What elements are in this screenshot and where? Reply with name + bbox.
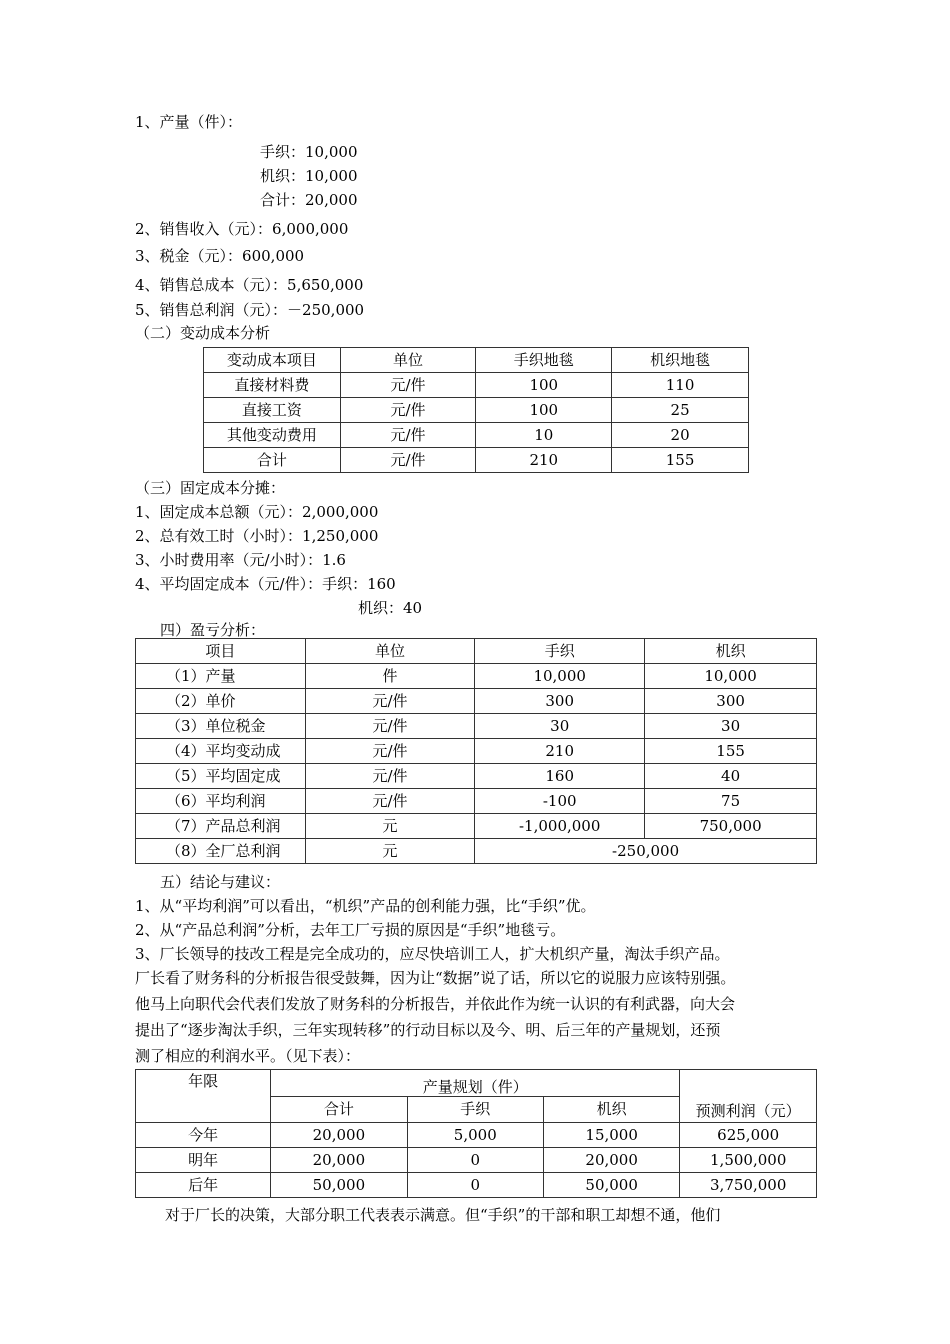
table-row — [136, 764, 817, 789]
profit-loss-heading: 四）盈亏分析： — [160, 621, 266, 639]
header-cell: 手织 — [407, 1096, 543, 1123]
table-row — [136, 814, 817, 839]
table-cell: 0 — [407, 1148, 543, 1173]
table-cell: 元 — [305, 839, 474, 864]
table-cell: 直接材料费 — [204, 373, 341, 398]
table-cell: 20,000 — [543, 1148, 679, 1173]
plan-header: 产量规划（件） — [271, 1070, 680, 1097]
table-header-row — [136, 1070, 817, 1097]
table-cell: 0 — [407, 1173, 543, 1198]
table-row — [136, 1173, 817, 1198]
paragraph-line: 他马上向职代会代表们发放了财务科的分析报告，并依此作为统一认识的有利武器，向大会 — [135, 995, 736, 1013]
table-cell: 20,000 — [271, 1123, 407, 1148]
table-cell: 元/件 — [340, 448, 476, 473]
table-cell: 30 — [475, 714, 645, 739]
table-cell: 20,000 — [271, 1148, 407, 1173]
output-machine: 机织：10,000 — [260, 167, 358, 185]
table-cell: （5）平均固定成 — [136, 764, 306, 789]
fixed-cost-heading: （三）固定成本分摊： — [135, 479, 286, 497]
total-profit: 5、销售总利润（元）：－250,000 — [135, 301, 365, 319]
conclusion-line: 1、从“平均利润”可以看出，“机织”产品的创利能力强，比“手织”优。 — [135, 897, 596, 915]
table-cell: 300 — [475, 689, 645, 714]
conclusion-line: 2、从“产品总利润”分析，去年工厂亏损的原因是“手织”地毯亏。 — [135, 921, 566, 939]
table-cell: -250,000 — [475, 839, 817, 864]
table-cell: 件 — [305, 664, 474, 689]
table-cell: 1,500,000 — [680, 1148, 817, 1173]
table-cell: 10 — [476, 423, 612, 448]
header-cell: 单位 — [340, 348, 476, 373]
table-cell: 3,750,000 — [680, 1173, 817, 1198]
fixed-cost-machine: 机织：40 — [358, 599, 423, 617]
table-cell: （6）平均利润 — [136, 789, 306, 814]
table-cell: 100 — [476, 373, 612, 398]
table-cell: 元/件 — [305, 689, 474, 714]
table-cell: 20 — [612, 423, 749, 448]
table-row — [136, 1123, 817, 1148]
conclusion-heading: 五）结论与建议： — [160, 873, 281, 891]
table-cell: 元/件 — [340, 398, 476, 423]
table-cell: 元/件 — [340, 423, 476, 448]
header-cell: 手织地毯 — [476, 348, 612, 373]
table-cell: 110 — [612, 373, 749, 398]
table-cell: （8）全厂总利润 — [136, 839, 306, 864]
table-row — [136, 714, 817, 739]
table-cell: 5,000 — [407, 1123, 543, 1148]
table-cell: 10,000 — [475, 664, 645, 689]
table-row — [204, 373, 749, 398]
table-cell: 75 — [645, 789, 817, 814]
table-cell: 750,000 — [645, 814, 817, 839]
paragraph-line: 厂长看了财务科的分析报告很受鼓舞，因为让“数据”说了话，所以它的说服力应该特别强。 — [135, 969, 736, 987]
table-cell: 后年 — [136, 1173, 271, 1198]
table-cell: 今年 — [136, 1123, 271, 1148]
table-cell: 其他变动费用 — [204, 423, 341, 448]
header-cell: 单位 — [305, 639, 474, 664]
table-cell: 15,000 — [543, 1123, 679, 1148]
table-cell: 50,000 — [543, 1173, 679, 1198]
table-cell: 合计 — [204, 448, 341, 473]
header-cell: 项目 — [136, 639, 306, 664]
year-header: 年限 — [136, 1070, 271, 1123]
sales-revenue: 2、销售收入（元）：6,000,000 — [135, 220, 349, 238]
header-cell: 机织 — [543, 1096, 679, 1123]
closing-line: 对于厂长的决策，大部分职工代表表示满意。但“手织”的干部和职工却想不通，他们 — [165, 1206, 721, 1224]
table-cell: 直接工资 — [204, 398, 341, 423]
table-header-row — [204, 348, 749, 373]
table-cell: 明年 — [136, 1148, 271, 1173]
table-cell: 300 — [645, 689, 817, 714]
table-cell: 40 — [645, 764, 817, 789]
table-header-row — [136, 639, 817, 664]
table-cell: 25 — [612, 398, 749, 423]
table-row — [136, 839, 817, 864]
total-cost: 4、销售总成本（元）：5,650,000 — [135, 276, 364, 294]
table-cell: 210 — [475, 739, 645, 764]
table-cell: 160 — [475, 764, 645, 789]
table-row — [204, 423, 749, 448]
table-cell: （4）平均变动成 — [136, 739, 306, 764]
table-cell: 50,000 — [271, 1173, 407, 1198]
fixed-cost-line: 4、平均固定成本（元/件）：手织：160 — [135, 575, 396, 593]
table-cell: 元/件 — [340, 373, 476, 398]
fixed-cost-line: 2、总有效工时（小时）：1,250,000 — [135, 527, 379, 545]
table-cell: 155 — [645, 739, 817, 764]
header-cell: 变动成本项目 — [204, 348, 341, 373]
table-cell: 100 — [476, 398, 612, 423]
output-handwoven: 手织：10,000 — [260, 143, 358, 161]
table-cell: （7）产品总利润 — [136, 814, 306, 839]
fixed-cost-line: 1、固定成本总额（元）：2,000,000 — [135, 503, 379, 521]
conclusion-line: 3、厂长领导的技改工程是完全成功的，应尽快培训工人，扩大机织产量，淘汰手织产品。 — [135, 945, 730, 963]
table-cell: （2）单价 — [136, 689, 306, 714]
header-cell: 机织地毯 — [612, 348, 749, 373]
paragraph-line: 测了相应的利润水平。（见下表）： — [135, 1047, 361, 1065]
table-cell: 元/件 — [305, 789, 474, 814]
table-row — [136, 739, 817, 764]
table-row — [136, 1148, 817, 1173]
variable-cost-heading: （二）变动成本分析 — [135, 324, 271, 342]
header-cell: 机织 — [645, 639, 817, 664]
table-cell: 10,000 — [645, 664, 817, 689]
table-cell: （3）单位税金 — [136, 714, 306, 739]
output-heading: 1、产量（件）： — [135, 113, 243, 131]
table-row — [136, 789, 817, 814]
output-total: 合计：20,000 — [260, 191, 358, 209]
table-row — [136, 689, 817, 714]
table-cell: 元/件 — [305, 714, 474, 739]
header-cell: 合计 — [271, 1096, 407, 1123]
header-cell: 手织 — [475, 639, 645, 664]
table-row — [204, 448, 749, 473]
table-cell: 210 — [476, 448, 612, 473]
table-cell: 元/件 — [305, 739, 474, 764]
variable-cost-table — [203, 347, 749, 473]
table-cell: 625,000 — [680, 1123, 817, 1148]
fixed-cost-line: 3、小时费用率（元/小时）：1.6 — [135, 551, 346, 569]
tax: 3、税金（元）：600,000 — [135, 247, 305, 265]
table-cell: （1）产量 — [136, 664, 306, 689]
table-cell: 元/件 — [305, 764, 474, 789]
production-plan-table — [135, 1069, 817, 1198]
profit-header: 预测利润（元） — [680, 1070, 817, 1123]
table-cell: 30 — [645, 714, 817, 739]
table-cell: 155 — [612, 448, 749, 473]
paragraph-line: 提出了“逐步淘汰手织，三年实现转移”的行动目标以及今、明、后三年的产量规划，还预 — [135, 1021, 721, 1039]
table-row — [136, 664, 817, 689]
table-cell: 元 — [305, 814, 474, 839]
table-cell: -1,000,000 — [475, 814, 645, 839]
profit-loss-table — [135, 638, 817, 864]
table-cell: -100 — [475, 789, 645, 814]
table-row — [204, 398, 749, 423]
